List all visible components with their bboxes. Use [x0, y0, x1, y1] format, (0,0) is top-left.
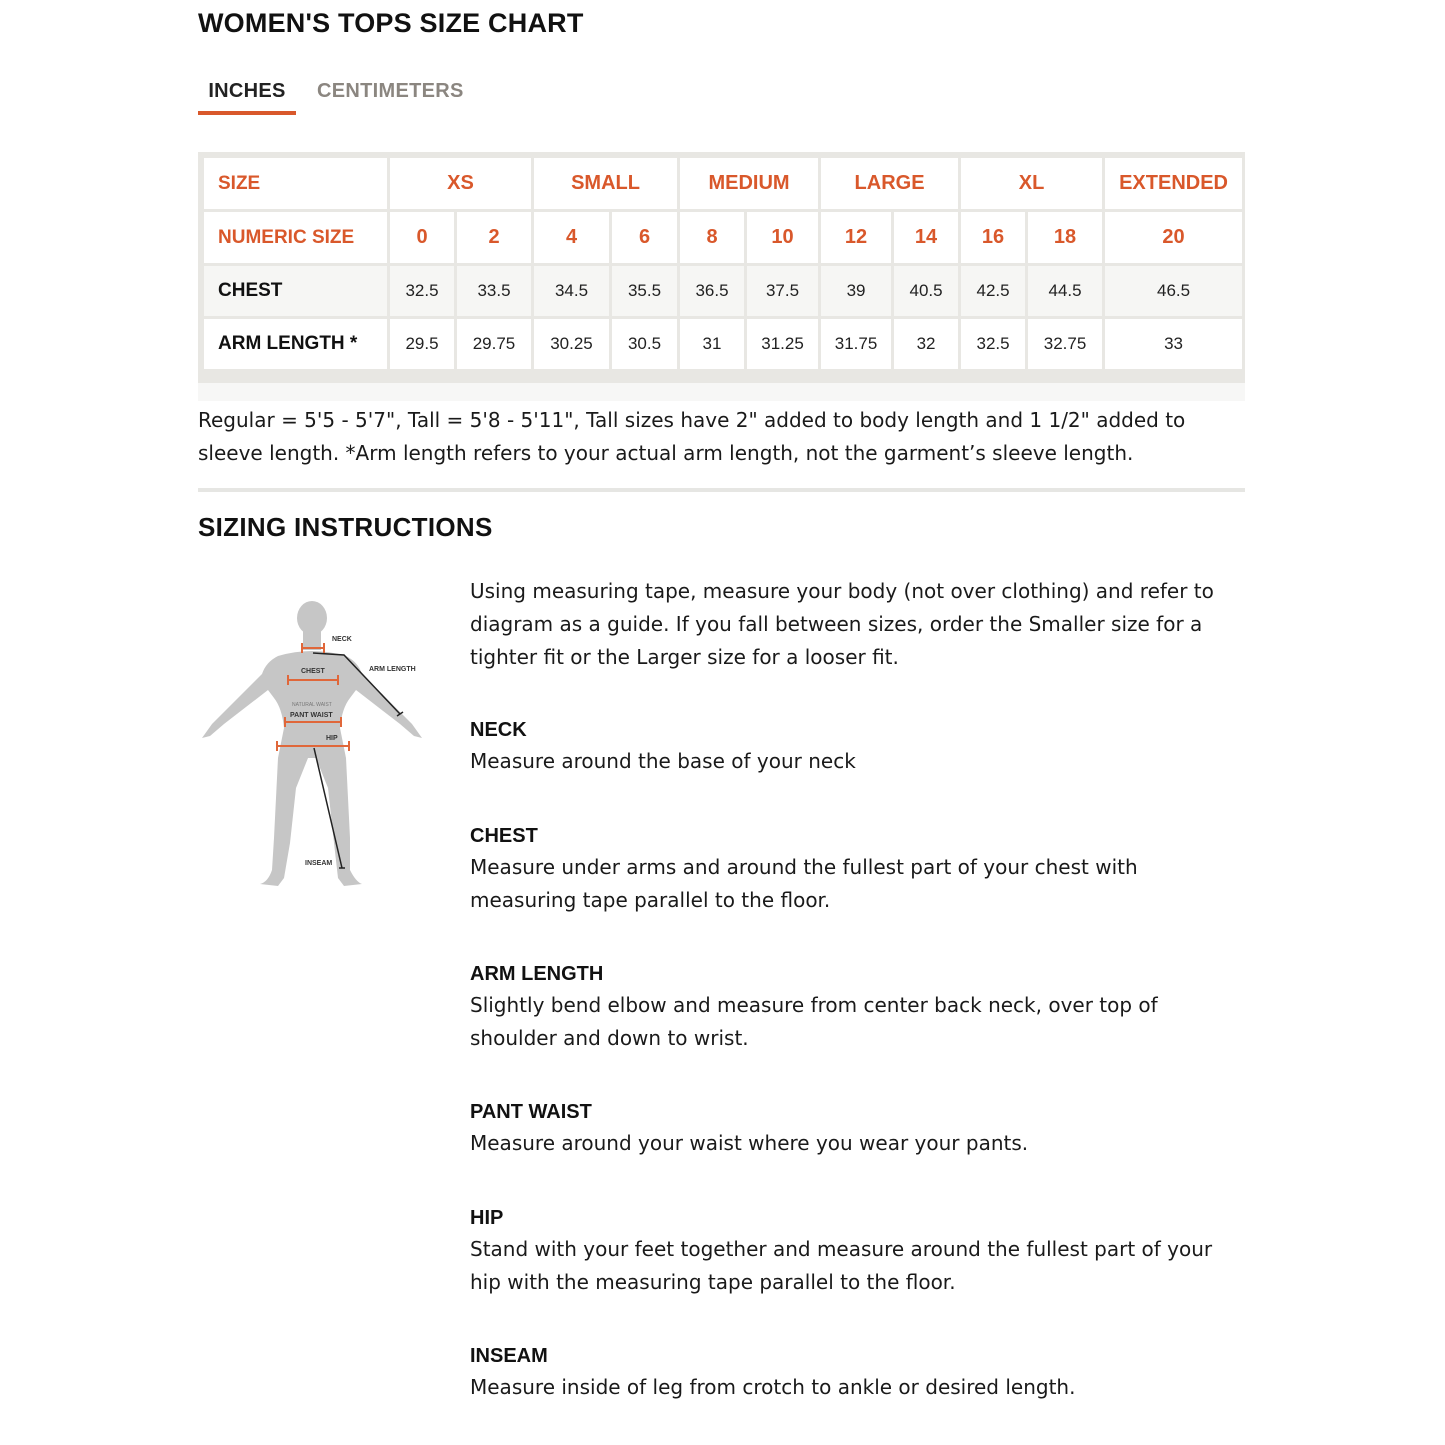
instruction-chest	[470, 821, 1240, 917]
numeric-size-label: NUMERIC SIZE	[203, 211, 389, 265]
diagram-label-neck: NECK	[332, 636, 352, 643]
table-cell: 29.5	[389, 318, 456, 371]
size-group-xl: XL	[960, 157, 1104, 211]
size-group-xs: XS	[389, 157, 533, 211]
instruction-arm-length	[470, 959, 1240, 1055]
table-cell: 30.5	[611, 318, 679, 371]
numeric-size-cell: 12	[820, 211, 893, 265]
instruction-hip	[470, 1203, 1240, 1299]
instructions-intro: Using measuring tape, measure your body (not over clothing) and refer to diagram as a guide. If you fall between sizes, order the Smaller size for a tighter fit or the Larger size for a looser fit.	[470, 579, 1214, 669]
table-cell: 30.25	[533, 318, 611, 371]
table-cell: 40.5	[893, 265, 960, 318]
instruction-title: CHEST	[470, 825, 538, 847]
unit-tabs	[198, 80, 598, 116]
table-cell: 36.5	[679, 265, 746, 318]
body-figure-icon	[200, 598, 430, 890]
size-group-row	[203, 157, 1244, 211]
instruction-text: Measure around your waist where you wear your pants.	[470, 1131, 1029, 1155]
numeric-size-cell: 0	[389, 211, 456, 265]
numeric-size-cell: 14	[893, 211, 960, 265]
instruction-pant-waist	[470, 1097, 1240, 1160]
diagram-label-chest: CHEST	[301, 668, 325, 675]
numeric-size-cell: 10	[746, 211, 820, 265]
diagram-label-pant-waist: PANT WAIST	[290, 712, 333, 719]
section-divider	[198, 488, 1245, 492]
size-table	[201, 155, 1245, 372]
instruction-title: ARM LENGTH	[470, 963, 604, 985]
table-cell: 39	[820, 265, 893, 318]
table-cell: 29.75	[456, 318, 533, 371]
body-measurement-diagram	[200, 598, 430, 890]
row-label-chest: CHEST	[203, 265, 389, 318]
chest-row	[203, 265, 1244, 318]
diagram-label-inseam: INSEAM	[305, 860, 333, 867]
table-cell: 33.5	[456, 265, 533, 318]
numeric-size-cell: 4	[533, 211, 611, 265]
instruction-text: Measure inside of leg from crotch to ankle or desired length.	[470, 1375, 1076, 1399]
size-label: SIZE	[203, 157, 389, 211]
instruction-text: Stand with your feet together and measure around the fullest part of your hip with the measuring tape parallel to the floor.	[470, 1237, 1213, 1294]
numeric-size-cell: 18	[1027, 211, 1104, 265]
numeric-size-cell: 8	[679, 211, 746, 265]
diagram-label-hip: HIP	[326, 735, 338, 742]
table-cell: 32.75	[1027, 318, 1104, 371]
table-cell: 31.25	[746, 318, 820, 371]
numeric-size-cell: 20	[1104, 211, 1244, 265]
table-cell: 42.5	[960, 265, 1027, 318]
table-cell: 37.5	[746, 265, 820, 318]
arm-length-row	[203, 318, 1244, 371]
instruction-neck	[470, 715, 1240, 778]
sizing-instructions-title: SIZING INSTRUCTIONS	[198, 512, 493, 542]
numeric-size-cell: 2	[456, 211, 533, 265]
size-group-small: SMALL	[533, 157, 679, 211]
instruction-inseam	[470, 1341, 1240, 1404]
instruction-text: Measure under arms and around the fullest part of your chest with measuring tape parallel to the floor.	[470, 855, 1138, 912]
row-label-arm-length: ARM LENGTH *	[203, 318, 389, 371]
tab-inches[interactable]: INCHES	[198, 80, 296, 115]
size-group-medium: MEDIUM	[679, 157, 820, 211]
table-cell: 32.5	[960, 318, 1027, 371]
table-cell: 44.5	[1027, 265, 1104, 318]
size-note: Regular = 5'5 - 5'7", Tall = 5'8 - 5'11", Tall sizes have 2" added to body length and 1 1/2" added to sleeve length. *Arm length refers to your actual arm length, not the garment’s sleeve length.	[198, 408, 1186, 465]
table-cell: 31.75	[820, 318, 893, 371]
numeric-size-cell: 6	[611, 211, 679, 265]
instruction-text: Slightly bend elbow and measure from center back neck, over top of shoulder and down to wrist.	[470, 993, 1158, 1050]
table-scroll-strip	[198, 383, 1245, 401]
numeric-size-cell: 16	[960, 211, 1027, 265]
tab-centimeters[interactable]: CENTIMETERS	[317, 80, 464, 102]
instruction-title: NECK	[470, 719, 527, 741]
instruction-title: HIP	[470, 1207, 504, 1229]
table-cell: 32.5	[389, 265, 456, 318]
table-cell: 31	[679, 318, 746, 371]
body-silhouette	[202, 601, 422, 886]
size-group-extended: EXTENDED	[1104, 157, 1244, 211]
diagram-label-natural-waist: NATURAL WAIST	[292, 702, 332, 708]
table-cell: 46.5	[1104, 265, 1244, 318]
table-cell: 34.5	[533, 265, 611, 318]
diagram-label-arm-length: ARM LENGTH	[369, 666, 416, 673]
size-table-container	[198, 152, 1245, 383]
table-cell: 32	[893, 318, 960, 371]
instruction-title: PANT WAIST	[470, 1101, 592, 1123]
instruction-text: Measure around the base of your neck	[470, 749, 856, 773]
table-cell: 33	[1104, 318, 1244, 371]
size-group-large: LARGE	[820, 157, 960, 211]
numeric-size-row	[203, 211, 1244, 265]
page-title: WOMEN'S TOPS SIZE CHART	[198, 8, 584, 38]
sizing-instructions	[470, 575, 1240, 1399]
table-cell: 35.5	[611, 265, 679, 318]
instruction-title: INSEAM	[470, 1345, 548, 1367]
